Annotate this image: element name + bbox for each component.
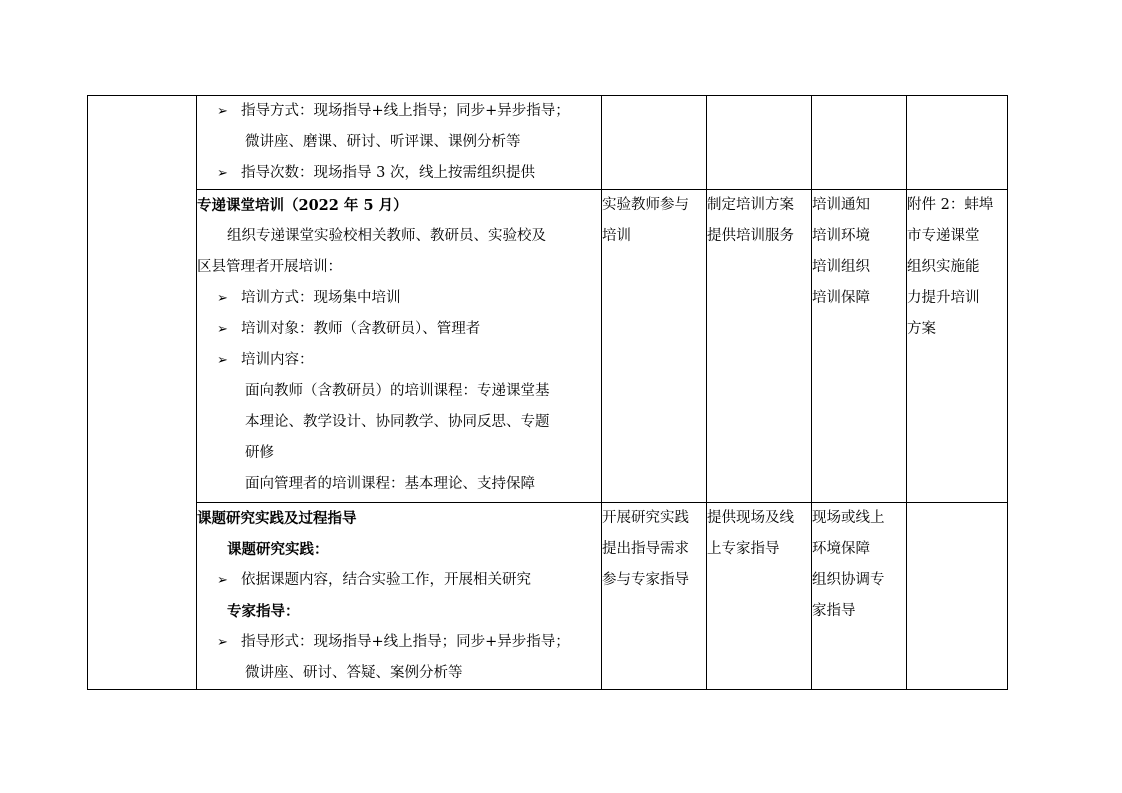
content-cell — [197, 96, 602, 190]
cell-text: 组织实施能 — [907, 259, 980, 275]
intro-text-continuation: 区县管理者开展培训： — [197, 259, 342, 275]
cell-text: 培训通知 — [812, 197, 870, 213]
first-column-cell — [88, 96, 197, 690]
guidance-mode-continuation: 微讲座、磨课、研讨、听评课、课例分析等 — [245, 134, 521, 150]
cell-text: 力提升培训 — [907, 290, 980, 306]
guidance-mode-text: 指导方式：现场指导+线上指导；同步+异步指导； — [241, 103, 570, 119]
cell-text: 上专家指导 — [707, 541, 780, 557]
guidance-form-continuation: 微讲座、研讨、答疑、案例分析等 — [245, 665, 463, 681]
arrow-bullet-icon: ➢ — [217, 291, 228, 306]
cell-col3 — [602, 190, 707, 503]
cell-col5 — [812, 190, 907, 503]
cell-text: 提供培训服务 — [707, 228, 794, 244]
section-title: 课题研究实践及过程指导 — [197, 510, 357, 527]
list-item — [197, 314, 601, 345]
content-line: 面向教师（含教研员）的培训课程：专递课堂基 — [245, 383, 550, 399]
cell-text: 提出指导需求 — [602, 541, 689, 557]
cell-col4 — [707, 96, 812, 190]
training-target-text: 培训对象：教师（含教研员）、管理者 — [241, 321, 481, 337]
subheading: 专家指导： — [227, 603, 300, 620]
cell-text: 附件 2：蚌埠 — [907, 197, 994, 213]
arrow-bullet-icon: ➢ — [217, 573, 228, 588]
arrow-bullet-icon: ➢ — [217, 635, 228, 650]
cell-text: 提供现场及线 — [707, 510, 794, 526]
cell-text: 现场或线上 — [812, 510, 885, 526]
table-row — [88, 503, 1008, 690]
cell-col4 — [707, 503, 812, 690]
content-cell — [197, 190, 602, 503]
subheading: 课题研究实践： — [227, 541, 329, 558]
content-line: 面向管理者的培训课程：基本理论、支持保障 — [245, 476, 535, 492]
list-item — [197, 158, 601, 189]
cell-col3 — [602, 96, 707, 190]
section-title: 专递课堂培训（2022 年 5 月） — [197, 197, 408, 214]
arrow-bullet-icon: ➢ — [217, 104, 228, 119]
training-mode-text: 培训方式：现场集中培训 — [241, 290, 401, 306]
cell-col6 — [907, 190, 1008, 503]
content-line: 本理论、教学设计、协同教学、协同反思、专题 — [245, 414, 550, 430]
guidance-form-text: 指导形式：现场指导+线上指导；同步+异步指导； — [241, 634, 570, 650]
cell-col4 — [707, 190, 812, 503]
cell-text: 方案 — [907, 321, 936, 337]
list-item — [197, 345, 601, 376]
content-line: 研修 — [245, 445, 274, 461]
cell-text: 培训环境 — [812, 228, 870, 244]
cell-col3 — [602, 503, 707, 690]
content-cell — [197, 503, 602, 690]
cell-text: 培训保障 — [812, 290, 870, 306]
list-item — [197, 96, 601, 127]
cell-col5 — [812, 503, 907, 690]
arrow-bullet-icon: ➢ — [217, 353, 228, 368]
cell-text: 培训 — [602, 228, 631, 244]
cell-text: 参与专家指导 — [602, 572, 689, 588]
cell-text: 开展研究实践 — [602, 510, 689, 526]
training-content-text: 培训内容： — [241, 352, 314, 368]
cell-text: 培训组织 — [812, 259, 870, 275]
list-item — [197, 565, 601, 596]
cell-text: 环境保障 — [812, 541, 870, 557]
intro-text: 组织专递课堂实验校相关教师、教研员、实验校及 — [227, 228, 546, 244]
arrow-bullet-icon: ➢ — [217, 322, 228, 337]
guidance-count-text: 指导次数：现场指导 3 次，线上按需组织提供 — [241, 165, 535, 181]
arrow-bullet-icon: ➢ — [217, 166, 228, 181]
cell-text: 家指导 — [812, 603, 856, 619]
cell-text: 组织协调专 — [812, 572, 885, 588]
table-row — [88, 190, 1008, 503]
plan-table — [87, 95, 1008, 690]
list-item — [197, 627, 601, 658]
cell-text: 制定培训方案 — [707, 197, 794, 213]
research-text: 依据课题内容，结合实验工作，开展相关研究 — [241, 572, 531, 588]
cell-col5 — [812, 96, 907, 190]
list-item — [197, 283, 601, 314]
table-row — [88, 96, 1008, 190]
cell-col6 — [907, 503, 1008, 690]
cell-text: 市专递课堂 — [907, 228, 980, 244]
cell-text: 实验教师参与 — [602, 197, 689, 213]
cell-col6 — [907, 96, 1008, 190]
